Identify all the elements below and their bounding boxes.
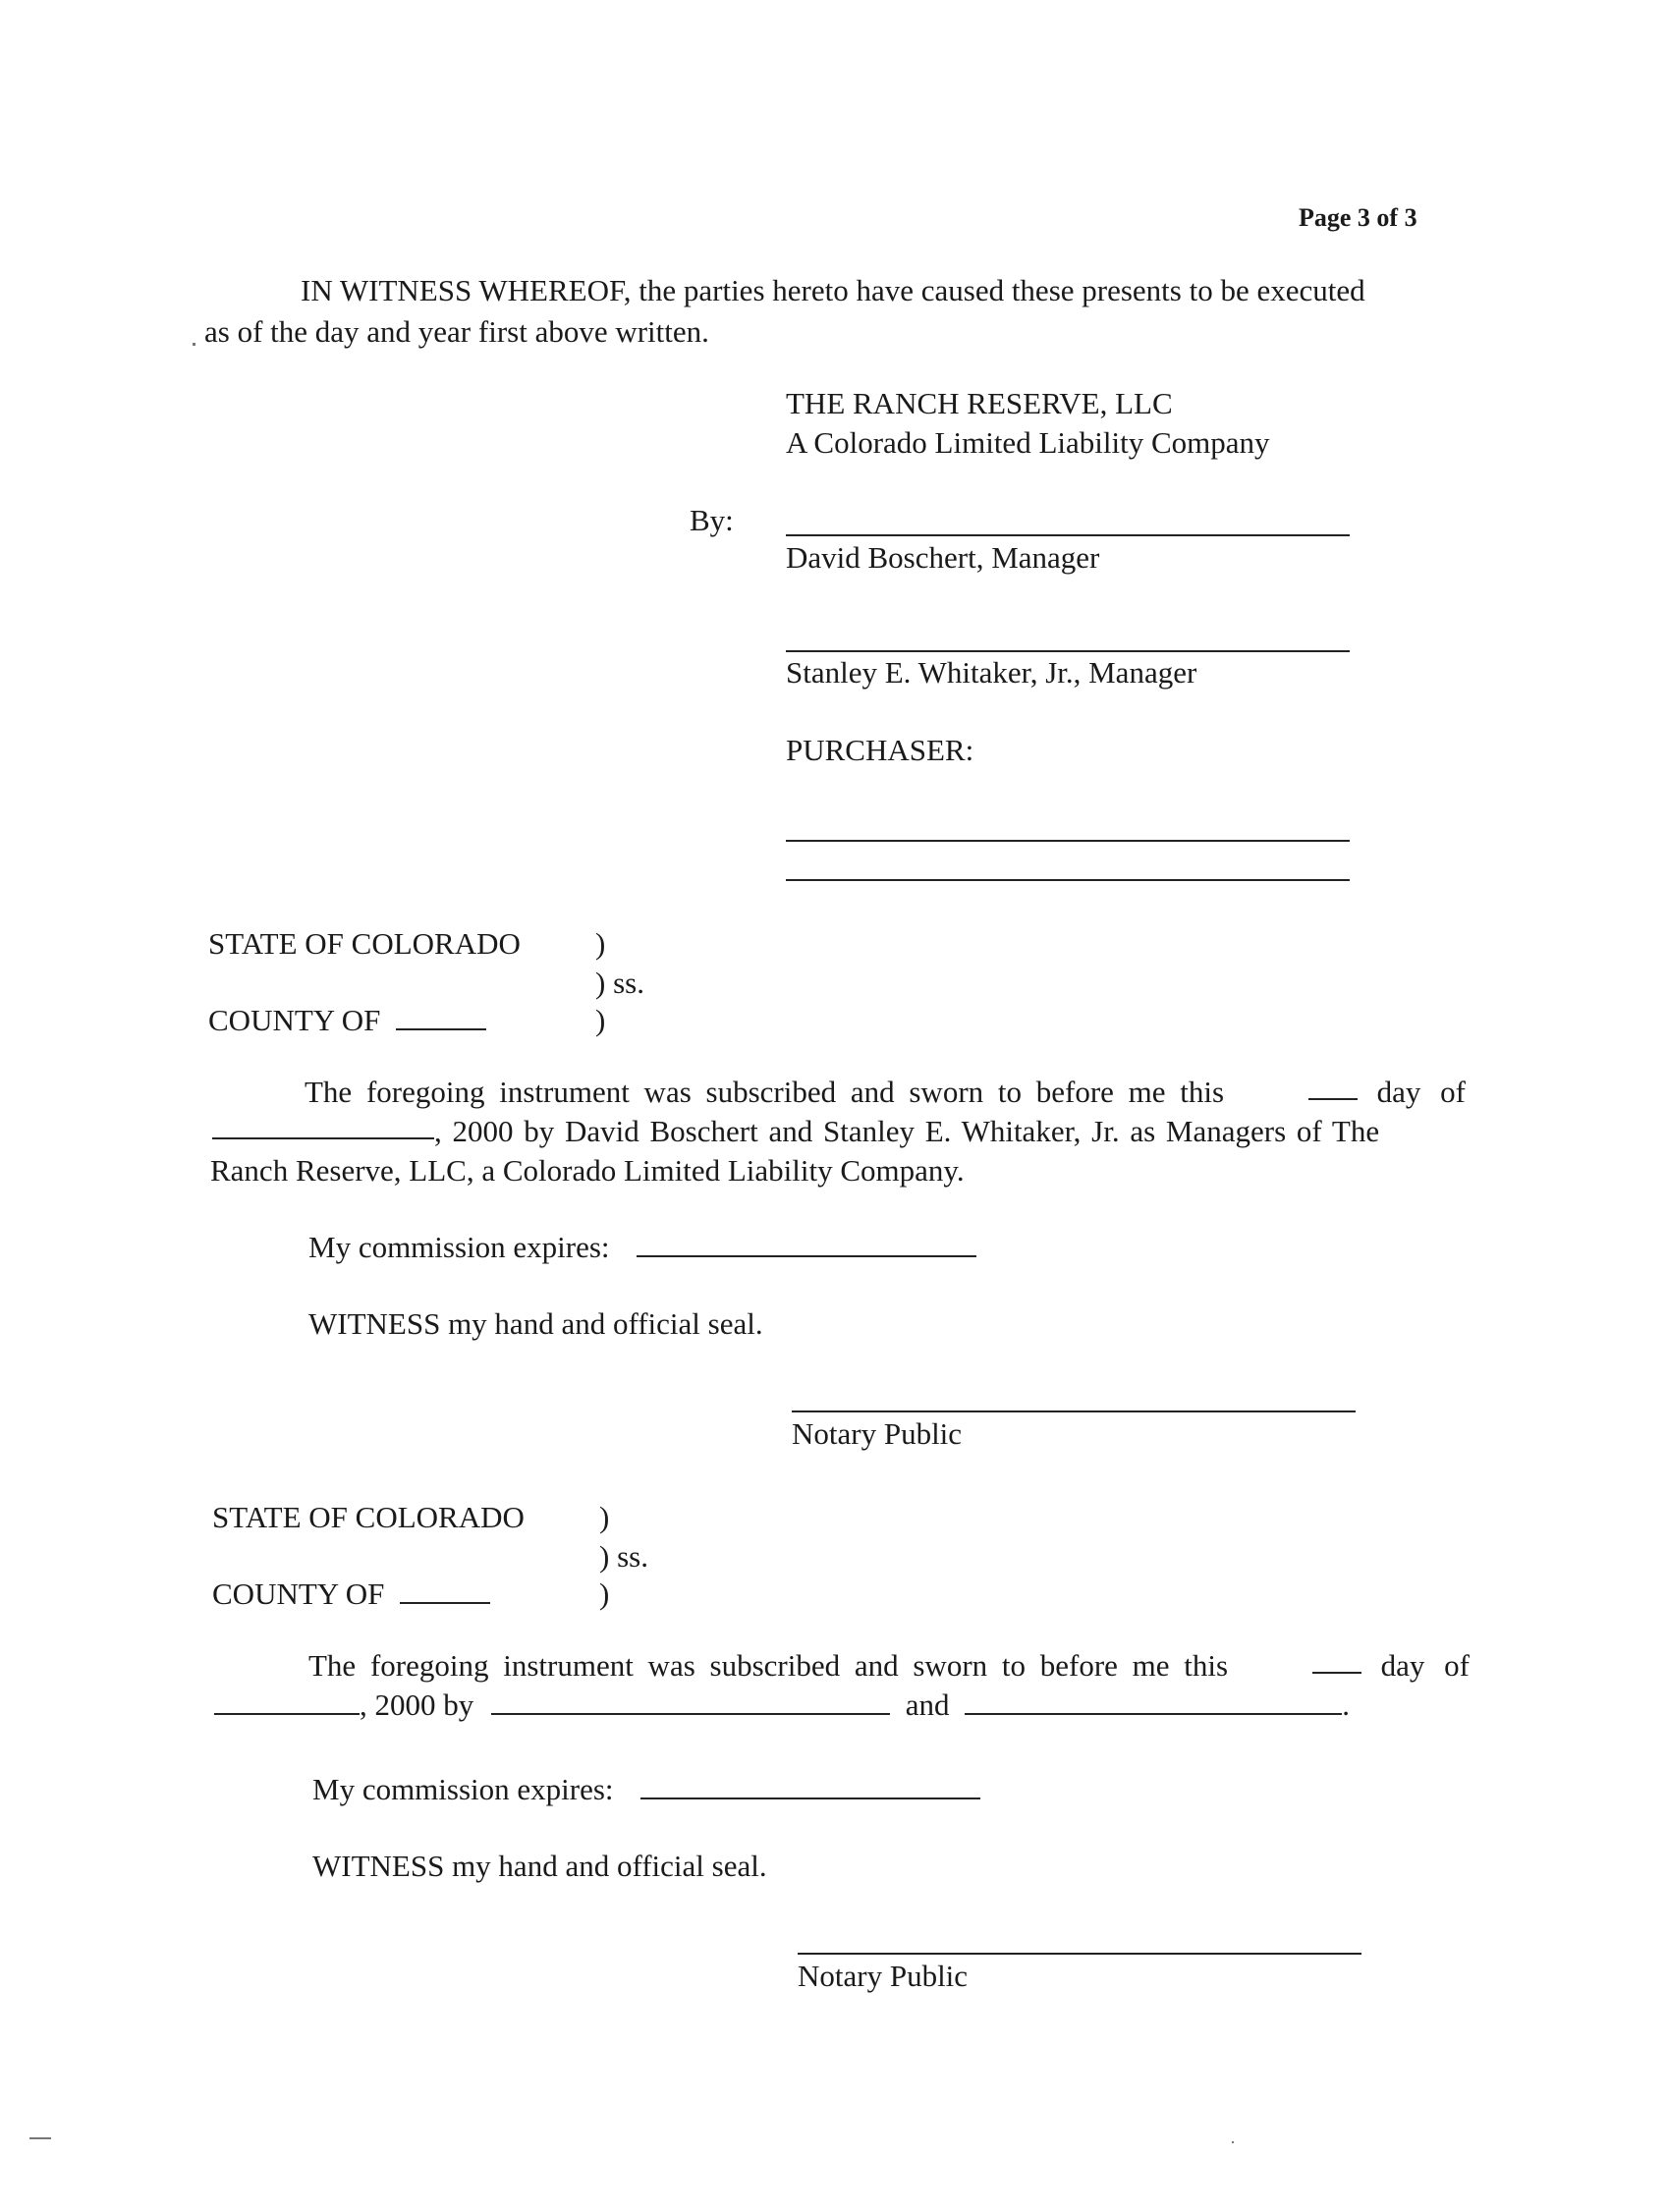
notary2-paren-top: ) <box>599 1500 610 1534</box>
notary2-paren-bottom: ) <box>599 1576 610 1611</box>
notary2-county-blank[interactable] <box>400 1576 490 1604</box>
intro-line-2: as of the day and year first above written. <box>204 314 709 349</box>
notary1-signature-line[interactable] <box>792 1410 1356 1412</box>
notary2-notary-public: Notary Public <box>798 1959 969 1993</box>
notary1-para-text-b: , 2000 by David Boschert and Stanley E. Whitaker, Jr. as Managers of The <box>434 1114 1380 1148</box>
notary1-para-line-1 <box>305 1073 1466 1112</box>
notary2-day-blank[interactable] <box>1312 1646 1361 1674</box>
by-label: By: <box>690 503 734 537</box>
notary1-month-blank[interactable] <box>212 1112 434 1139</box>
notary2-para-line-2 <box>214 1686 1350 1725</box>
notary2-ss: ) ss. <box>599 1539 648 1574</box>
notary1-paren-top: ) <box>595 926 606 961</box>
notary2-signature-line[interactable] <box>798 1953 1361 1955</box>
notary2-commission <box>312 1770 980 1809</box>
notary2-commission-label: My commission expires: <box>312 1772 614 1806</box>
notary2-year-text: , 2000 by <box>360 1687 474 1722</box>
notary2-period: . <box>1342 1687 1351 1722</box>
intro-line-1: IN WITNESS WHEREOF, the parties hereto have caused these presents to be executed <box>301 273 1365 307</box>
notary2-month-blank[interactable] <box>214 1687 360 1715</box>
scan-speck <box>193 343 195 346</box>
signature-line-boschert[interactable] <box>786 534 1350 536</box>
notary2-state: STATE OF COLORADO <box>212 1500 525 1534</box>
notary2-and: and <box>905 1687 950 1722</box>
notary2-commission-blank[interactable] <box>640 1772 980 1799</box>
notary1-commission <box>308 1228 976 1267</box>
notary1-commission-blank[interactable] <box>637 1230 976 1257</box>
notary1-county <box>208 1001 486 1040</box>
page-number: Page 3 of 3 <box>1299 203 1417 232</box>
signature-line-whitaker[interactable] <box>786 650 1350 652</box>
notary2-county <box>212 1575 490 1614</box>
scan-mark <box>29 2137 51 2139</box>
notary1-state: STATE OF COLORADO <box>208 926 521 961</box>
signer-boschert: David Boschert, Manager <box>786 540 1100 575</box>
company-description: A Colorado Limited Liability Company <box>786 425 1270 460</box>
notary2-county-label: COUNTY OF <box>212 1576 385 1611</box>
notary1-para-line-2 <box>212 1112 1466 1151</box>
notary1-commission-label: My commission expires: <box>308 1230 610 1264</box>
notary1-witness: WITNESS my hand and official seal. <box>308 1306 763 1341</box>
purchaser-signature-line-1[interactable] <box>786 840 1350 842</box>
purchaser-signature-line-2[interactable] <box>786 879 1350 881</box>
notary1-county-blank[interactable] <box>396 1003 486 1030</box>
notary2-witness: WITNESS my hand and official seal. <box>312 1849 767 1883</box>
scan-speck-2 <box>1232 2141 1234 2143</box>
notary1-day-of: day of <box>1376 1075 1466 1109</box>
notary2-name-blank-1[interactable] <box>491 1687 890 1715</box>
notary1-para-text-a: The foregoing instrument was subscribed and sworn to before me this <box>305 1075 1225 1109</box>
purchaser-label: PURCHASER: <box>786 733 974 767</box>
notary2-day-of: day of <box>1380 1648 1470 1683</box>
notary2-para-text-a: The foregoing instrument was subscribed and sworn to before me this <box>308 1648 1229 1683</box>
notary1-para-line-3: Ranch Reserve, LLC, a Colorado Limited Liability Company. <box>210 1153 965 1188</box>
signer-whitaker: Stanley E. Whitaker, Jr., Manager <box>786 655 1197 690</box>
notary1-notary-public: Notary Public <box>792 1416 963 1451</box>
notary2-para-line-1 <box>308 1646 1470 1686</box>
notary2-name-blank-2[interactable] <box>965 1687 1342 1715</box>
notary1-day-blank[interactable] <box>1308 1073 1358 1100</box>
notary1-county-label: COUNTY OF <box>208 1003 381 1037</box>
notary1-ss: ) ss. <box>595 966 644 1000</box>
company-name: THE RANCH RESERVE, LLC <box>786 386 1173 420</box>
notary1-paren-bottom: ) <box>595 1003 606 1037</box>
